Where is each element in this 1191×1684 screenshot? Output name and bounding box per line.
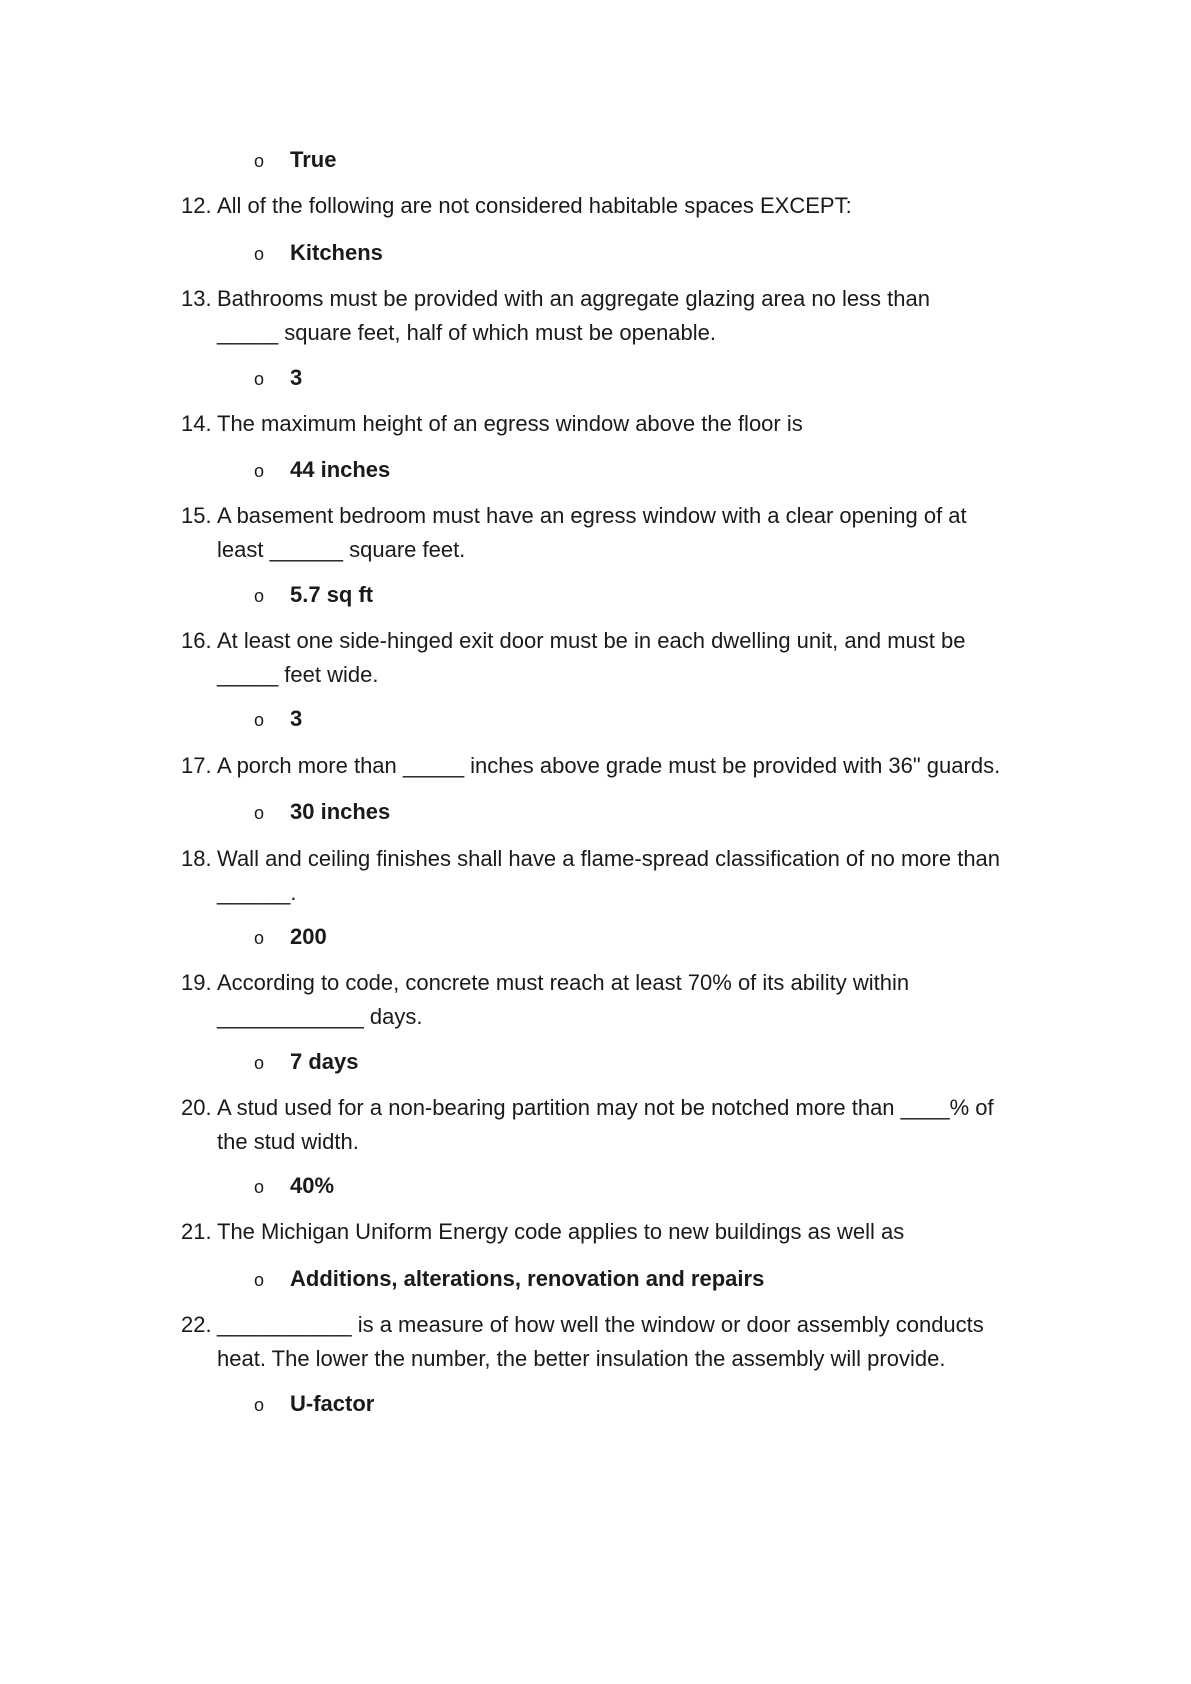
question-number: 22. <box>181 1312 212 1337</box>
question-text: A porch more than _____ inches above grade must be provided with 36" guards. <box>217 753 1001 778</box>
question-12 <box>181 189 1061 223</box>
answer-20 <box>254 1169 334 1204</box>
answer-19 <box>254 1045 359 1080</box>
answer-13 <box>254 361 302 396</box>
answer-text: 5.7 sq ft <box>290 582 374 607</box>
question-number: 12. <box>181 193 212 218</box>
question-text: All of the following are not considered habitable spaces EXCEPT: <box>217 193 852 218</box>
question-15 <box>181 499 971 567</box>
answer-text: True <box>290 147 337 172</box>
answer-text: 30 inches <box>290 799 391 824</box>
question-number: 16. <box>181 628 212 653</box>
answer-text: 200 <box>290 924 327 949</box>
bullet-icon: o <box>254 1270 265 1290</box>
question-text: At least one side-hinged exit door must be in each dwelling unit, and must be _____ feet wide. <box>217 628 966 687</box>
question-number: 15. <box>181 503 212 528</box>
question-text: Wall and ceiling finishes shall have a flame-spread classification of no more than ______. <box>217 846 1001 905</box>
answer-text: 40% <box>290 1173 335 1198</box>
question-text: Bathrooms must be provided with an aggregate glazing area no less than _____ square feet, half of which must be openable. <box>217 286 930 345</box>
bullet-icon: o <box>254 1177 265 1197</box>
question-19 <box>181 966 941 1034</box>
bullet-icon: o <box>254 803 265 823</box>
bullet-icon: o <box>254 586 265 606</box>
question-21 <box>181 1215 1061 1249</box>
question-number: 18. <box>181 846 212 871</box>
answer-15 <box>254 578 373 613</box>
bullet-icon: o <box>254 369 265 389</box>
question-number: 13. <box>181 286 212 311</box>
answer-text: 44 inches <box>290 457 391 482</box>
answer-text: Kitchens <box>290 240 383 265</box>
answer-16 <box>254 702 302 737</box>
answer-text: 7 days <box>290 1049 359 1074</box>
bullet-icon: o <box>254 710 265 730</box>
answer-14 <box>254 453 390 488</box>
question-17 <box>181 749 1061 783</box>
question-22 <box>181 1308 1001 1376</box>
question-number: 14. <box>181 411 212 436</box>
question-text: ___________ is a measure of how well the window or door assembly conducts heat. The lower the number, the better insulation the assembly will provide. <box>217 1312 984 1371</box>
question-text: The maximum height of an egress window above the floor is <box>217 411 803 436</box>
question-13 <box>181 282 981 350</box>
bullet-icon: o <box>254 461 265 481</box>
question-number: 20. <box>181 1095 212 1120</box>
answer-17 <box>254 795 390 830</box>
answer-top <box>254 143 336 178</box>
answer-21 <box>254 1262 764 1297</box>
answer-12 <box>254 236 383 271</box>
bullet-icon: o <box>254 1053 265 1073</box>
question-text: The Michigan Uniform Energy code applies to new buildings as well as <box>217 1219 905 1244</box>
answer-text: 3 <box>290 365 303 390</box>
question-20 <box>181 1091 1001 1159</box>
bullet-icon: o <box>254 244 265 264</box>
bullet-icon: o <box>254 928 265 948</box>
bullet-icon: o <box>254 151 265 171</box>
answer-18 <box>254 920 327 955</box>
bullet-icon: o <box>254 1395 265 1415</box>
question-text: A basement bedroom must have an egress window with a clear opening of at least ______ square feet. <box>217 503 967 562</box>
question-text: A stud used for a non-bearing partition may not be notched more than ____% of the stud width. <box>217 1095 994 1154</box>
question-number: 19. <box>181 970 212 995</box>
answer-text: U-factor <box>290 1391 375 1416</box>
question-number: 21. <box>181 1219 212 1244</box>
question-18 <box>181 842 1061 910</box>
answer-text: Additions, alterations, renovation and repairs <box>290 1266 765 1291</box>
question-16 <box>181 624 981 692</box>
question-number: 17. <box>181 753 212 778</box>
answer-22 <box>254 1387 374 1422</box>
question-text: According to code, concrete must reach at least 70% of its ability within ____________ days. <box>217 970 910 1029</box>
answer-text: 3 <box>290 706 303 731</box>
question-14 <box>181 407 1061 441</box>
